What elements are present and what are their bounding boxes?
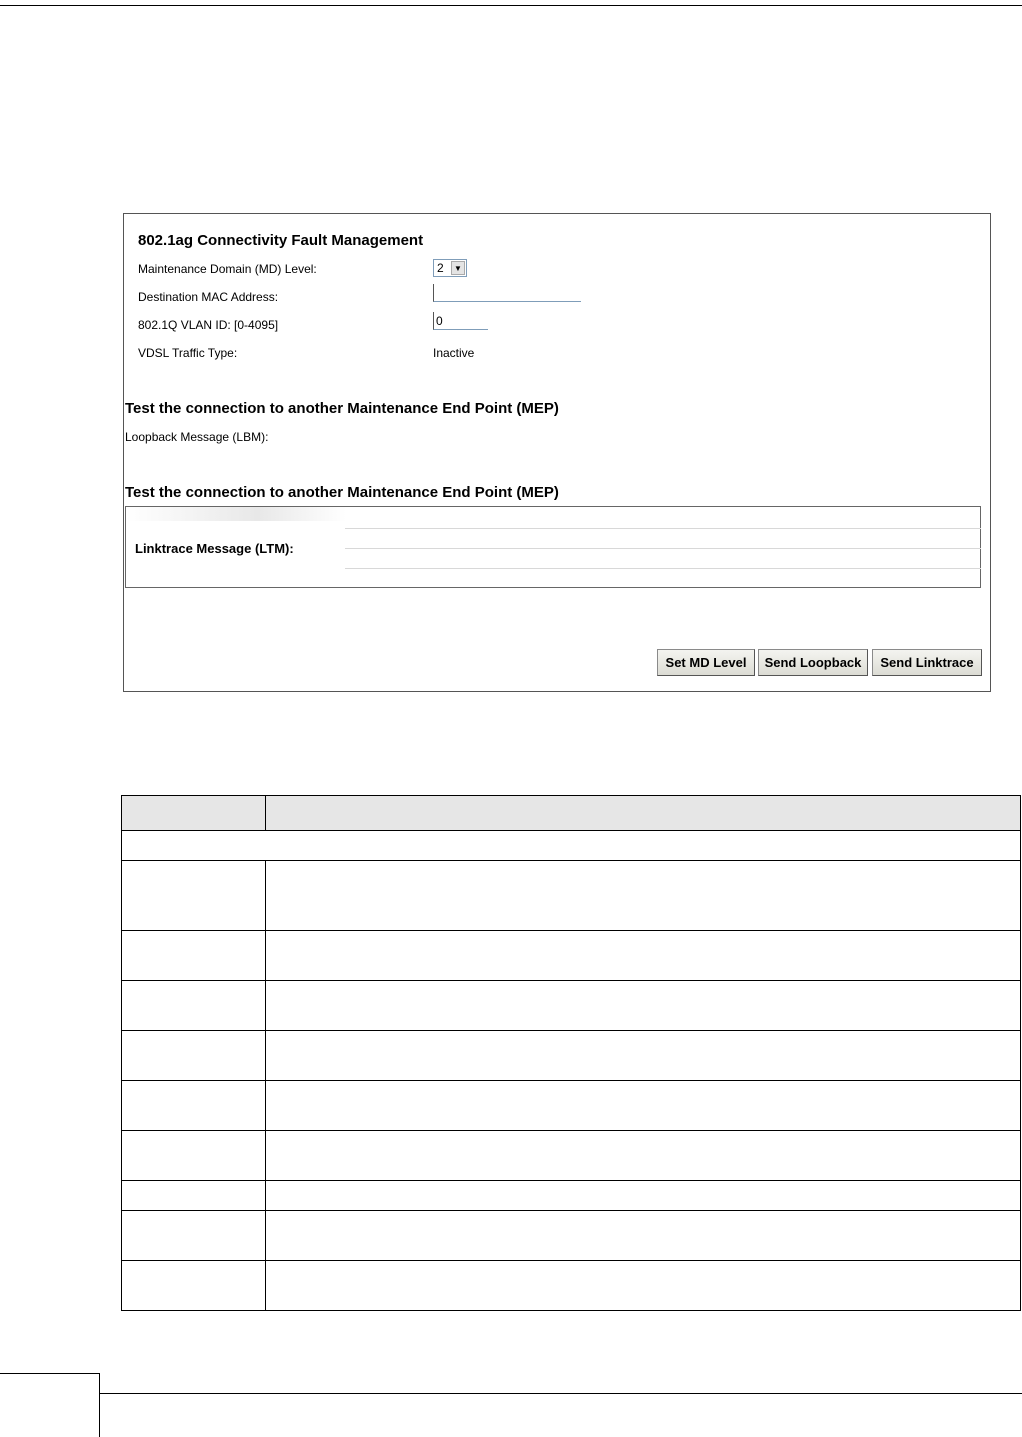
footer-rule bbox=[100, 1393, 1022, 1394]
table-cell bbox=[122, 931, 266, 981]
table-cell bbox=[122, 861, 266, 931]
table-cell bbox=[266, 981, 1021, 1031]
send-loopback-button[interactable]: Send Loopback bbox=[758, 649, 868, 676]
set-md-level-button[interactable]: Set MD Level bbox=[657, 649, 755, 676]
ltm-label: Linktrace Message (LTM): bbox=[135, 541, 294, 556]
table-cell bbox=[122, 1261, 266, 1311]
table-cell bbox=[266, 1211, 1021, 1261]
table-cell bbox=[266, 931, 1021, 981]
table-cell bbox=[266, 1081, 1021, 1131]
ltm-shade bbox=[126, 507, 346, 521]
send-linktrace-button[interactable]: Send Linktrace bbox=[872, 649, 982, 676]
ltm-section-title: Test the connection to another Maintenance End Point (MEP) bbox=[125, 484, 559, 501]
header-rule bbox=[0, 5, 1022, 6]
ltm-result-line bbox=[345, 548, 981, 549]
table-cell bbox=[266, 861, 1021, 931]
table-cell bbox=[122, 1031, 266, 1081]
table-cell bbox=[122, 1081, 266, 1131]
ltm-box bbox=[125, 506, 981, 588]
md-level-label: Maintenance Domain (MD) Level: bbox=[138, 262, 317, 276]
table-cell bbox=[266, 1181, 1021, 1211]
vlan-id-label: 802.1Q VLAN ID: [0-4095] bbox=[138, 318, 279, 332]
table-cell bbox=[266, 1031, 1021, 1081]
table-cell bbox=[122, 1211, 266, 1261]
lbm-label: Loopback Message (LBM): bbox=[125, 430, 269, 444]
ltm-result-line bbox=[345, 528, 981, 529]
dest-mac-input[interactable] bbox=[433, 284, 581, 302]
table-cell bbox=[122, 1181, 266, 1211]
table-cell bbox=[266, 1131, 1021, 1181]
table-row bbox=[122, 1211, 1021, 1261]
table-cell bbox=[266, 1261, 1021, 1311]
panel-title: 802.1ag Connectivity Fault Management bbox=[138, 232, 424, 249]
table-row bbox=[122, 1081, 1021, 1131]
md-level-value: 2 bbox=[437, 261, 444, 275]
table-header-cell bbox=[122, 796, 266, 831]
table-row bbox=[122, 1131, 1021, 1181]
table-row bbox=[122, 1031, 1021, 1081]
table-header-row bbox=[122, 796, 1021, 831]
ltm-result-line bbox=[345, 568, 981, 569]
dest-mac-label: Destination MAC Address: bbox=[138, 290, 279, 304]
table-row bbox=[122, 831, 1021, 861]
cfm-screenshot-panel bbox=[123, 213, 991, 692]
table-row bbox=[122, 931, 1021, 981]
chevron-down-icon[interactable]: ▼ bbox=[451, 261, 465, 275]
field-description-table bbox=[121, 795, 1021, 1311]
table-row bbox=[122, 1181, 1021, 1211]
lbm-section-title: Test the connection to another Maintenance End Point (MEP) bbox=[125, 400, 559, 417]
vlan-id-input[interactable] bbox=[433, 312, 488, 330]
table-cell bbox=[122, 981, 266, 1031]
table-cell bbox=[122, 831, 1021, 861]
md-level-select[interactable] bbox=[433, 259, 467, 277]
table-header-cell bbox=[266, 796, 1021, 831]
table-row bbox=[122, 861, 1021, 931]
table-row bbox=[122, 1261, 1021, 1311]
vdsl-traffic-value: Inactive bbox=[433, 346, 475, 360]
table-cell bbox=[122, 1131, 266, 1181]
table-row bbox=[122, 981, 1021, 1031]
page-number-box bbox=[0, 1373, 100, 1437]
vdsl-traffic-label: VDSL Traffic Type: bbox=[138, 346, 238, 360]
